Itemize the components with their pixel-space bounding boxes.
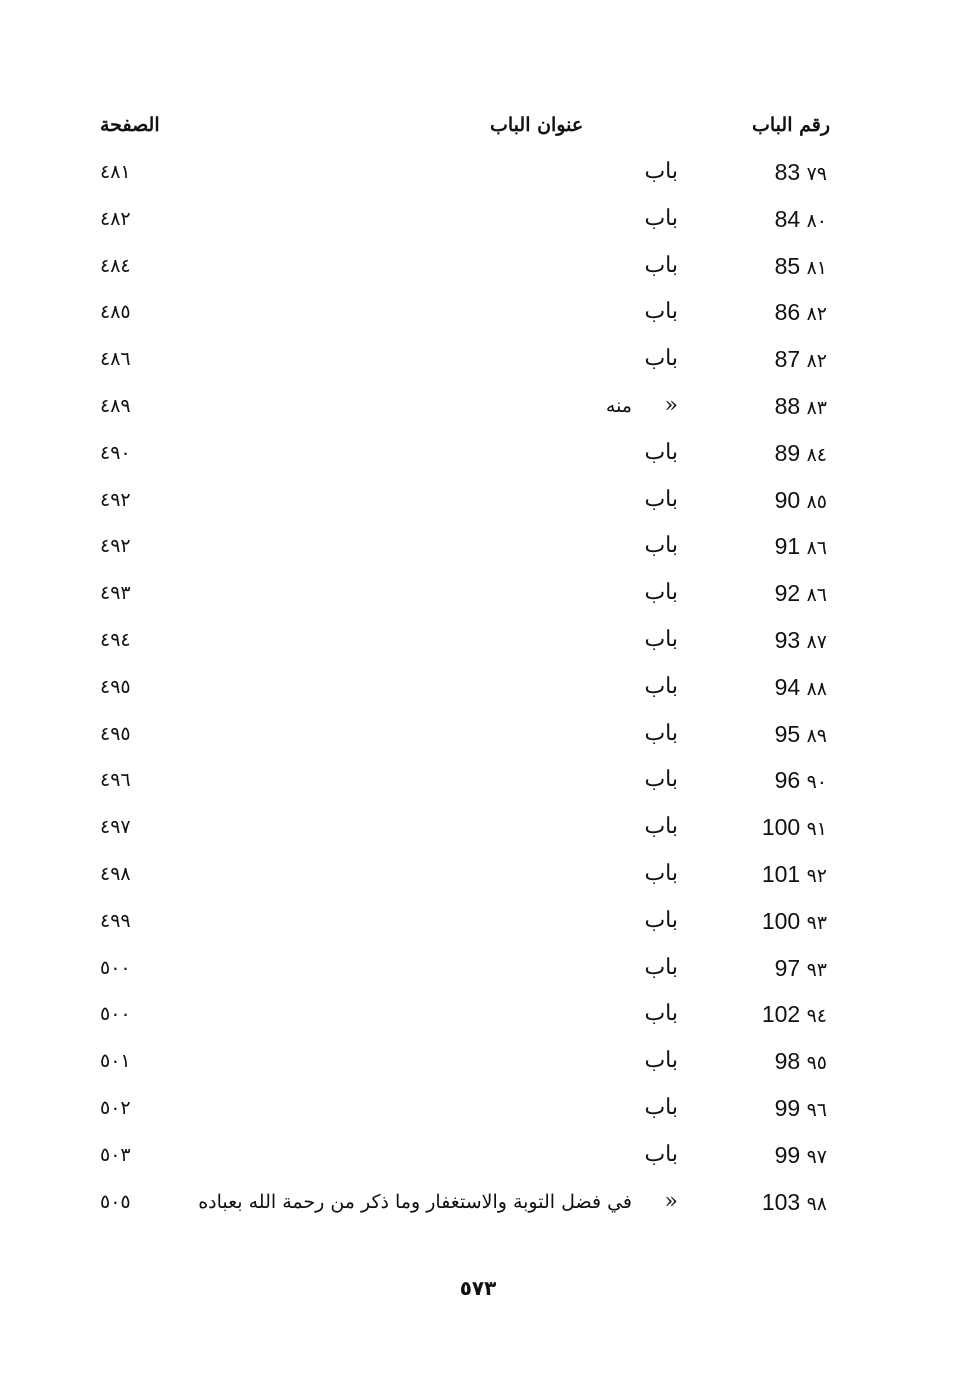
page-number: ٥٧٣: [459, 1276, 497, 1300]
chapter-label: باب: [644, 767, 678, 793]
chapter-label: باب: [644, 860, 678, 886]
chapter-label: باب: [644, 159, 678, 184]
chapter-number-latin: 85: [774, 252, 801, 279]
chapter-number-arabic: ٩٣: [806, 911, 827, 934]
chapter-number: [775, 721, 830, 748]
chapter-number: [775, 955, 830, 982]
chapter-number-latin: 86: [774, 299, 801, 326]
chapter-number-arabic: ٨٢: [806, 350, 827, 373]
chapter-number: [775, 533, 830, 560]
chapter-label: باب: [644, 1141, 678, 1167]
chapter-number-arabic: ٨٩: [806, 724, 827, 747]
chapter-number-arabic: ٩٢: [806, 864, 827, 887]
chapter-number: [775, 627, 830, 654]
chapter-number: [775, 1095, 830, 1122]
chapter-label: باب: [644, 1001, 678, 1027]
chapter-number-latin: 103: [761, 1188, 801, 1215]
chapter-number: [775, 1048, 830, 1075]
chapter-label: باب: [644, 1094, 678, 1120]
chapter-number-latin: 94: [774, 673, 801, 700]
page-ref: ٤٩٩: [100, 909, 131, 932]
chapter-number-arabic: ٩١: [806, 818, 827, 841]
table-row: [0, 572, 956, 619]
chapter-number-latin: 84: [774, 205, 801, 232]
table-row: [0, 1134, 956, 1181]
chapter-number-latin: 83: [774, 159, 801, 185]
chapter-label: باب: [644, 533, 678, 559]
chapter-label: باب: [644, 346, 678, 372]
chapter-label: باب: [644, 1048, 678, 1074]
table-row: [0, 759, 956, 806]
chapter-label: باب: [644, 299, 678, 325]
chapter-number: [775, 159, 830, 186]
chapter-number: [775, 767, 830, 794]
page-ref: ٤٩٢: [100, 488, 131, 511]
chapter-number: [775, 346, 830, 373]
chapter-number-arabic: ٨١: [806, 256, 827, 279]
chapter-number: [762, 1189, 830, 1216]
chapter-number-latin: 96: [774, 767, 801, 794]
table-row: [0, 245, 956, 292]
chapter-number: [775, 393, 830, 420]
table-row: [0, 525, 956, 572]
chapter-number-arabic: ٨٦: [806, 584, 827, 607]
page-ref: ٤٩٧: [100, 816, 131, 839]
page-ref: ٤٩٤: [100, 628, 131, 651]
chapter-number-arabic: ٨٦: [806, 537, 827, 560]
table-row: [0, 432, 956, 479]
chapter-number-latin: 89: [774, 439, 801, 466]
table-row: [0, 198, 956, 245]
chapter-label: باب: [644, 252, 678, 278]
chapter-number-arabic: ٩٦: [806, 1098, 827, 1121]
chapter-number-latin: 100: [761, 907, 801, 934]
page-ref: ٥٠٥: [100, 1190, 131, 1213]
chapter-label: باب: [644, 580, 678, 606]
index-table: [0, 151, 956, 1227]
page-ref: ٤٨٩: [100, 394, 131, 417]
chapter-label: «: [664, 392, 678, 418]
chapter-label: «: [664, 1188, 678, 1214]
chapter-number: [775, 674, 830, 701]
chapter-number-latin: 91: [774, 533, 801, 560]
chapter-number-arabic: ٩٧: [806, 1145, 827, 1168]
table-row: [0, 291, 956, 338]
page-ref: ٤٩٠: [100, 441, 131, 464]
page-ref: ٥٠٠: [100, 1003, 131, 1026]
page-ref: ٥٠١: [100, 1050, 131, 1073]
page-ref: ٤٩٥: [100, 675, 131, 698]
chapter-title: منه: [605, 394, 632, 417]
page-ref: ٥٠٠: [100, 956, 131, 979]
table-row: [0, 619, 956, 666]
chapter-label: باب: [644, 486, 678, 512]
chapter-number-latin: 98: [774, 1048, 801, 1075]
chapter-number-arabic: ٨٠: [806, 209, 827, 232]
page-ref: ٥٠٢: [100, 1096, 131, 1119]
chapter-number: [762, 814, 830, 841]
page-ref: ٥٠٣: [100, 1143, 131, 1166]
table-row: [0, 806, 956, 853]
chapter-number-latin: 92: [774, 580, 801, 607]
chapter-number-latin: 90: [774, 486, 801, 513]
chapter-number: [775, 1142, 830, 1169]
chapter-label: باب: [644, 814, 678, 840]
table-row: [0, 151, 956, 198]
chapter-number: [775, 206, 830, 233]
table-row: [0, 900, 956, 947]
chapter-number-latin: 102: [761, 1001, 801, 1028]
table-row: [0, 385, 956, 432]
table-row: [0, 1040, 956, 1087]
chapter-label: باب: [644, 673, 678, 699]
table-row: [0, 1087, 956, 1134]
chapter-number-arabic: ٨٢: [806, 303, 827, 326]
chapter-number: [762, 908, 830, 935]
table-row: [0, 666, 956, 713]
chapter-label: باب: [644, 439, 678, 465]
chapter-number: [775, 487, 830, 514]
chapter-number: [775, 580, 830, 607]
chapter-number-arabic: ٨٨: [806, 677, 827, 700]
chapter-number-arabic: ٨٥: [806, 490, 827, 513]
chapter-number: [775, 299, 830, 326]
page-ref: ٤٩٣: [100, 582, 131, 605]
chapter-number-latin: 93: [774, 626, 801, 653]
chapter-number-arabic: ٩٤: [806, 1005, 827, 1028]
chapter-number-latin: 99: [774, 1094, 801, 1121]
chapter-title: في فضل التوبة والاستغفار وما ذكر من رحمة الله بعباده: [198, 1190, 632, 1213]
page-ref: ٤٩٢: [100, 535, 131, 558]
chapter-label: باب: [644, 205, 678, 231]
chapter-number-latin: 88: [774, 392, 801, 419]
chapter-number-arabic: ٨٣: [806, 396, 827, 419]
chapter-number-arabic: ٨٧: [806, 630, 827, 653]
chapter-number-latin: 95: [774, 720, 801, 747]
chapter-label: باب: [644, 954, 678, 980]
chapter-number-arabic: ٨٤: [806, 443, 827, 466]
table-row: [0, 853, 956, 900]
table-row: [0, 947, 956, 994]
table-row: [0, 479, 956, 526]
table-row: [0, 338, 956, 385]
chapter-number-latin: 97: [774, 954, 801, 981]
chapter-number: [775, 253, 830, 280]
page-ref: ٤٨١: [100, 161, 131, 183]
chapter-number: [762, 861, 830, 888]
chapter-label: باب: [644, 626, 678, 652]
header-chapter-number: رقم الباب: [752, 114, 830, 136]
table-row: [0, 993, 956, 1040]
page-ref: ٤٨٤: [100, 254, 131, 277]
page-ref: ٤٩٥: [100, 722, 131, 745]
chapter-number-arabic: ٩٠: [806, 771, 827, 794]
chapter-number-arabic: ٩٣: [806, 958, 827, 981]
chapter-number-latin: 99: [774, 1141, 801, 1168]
chapter-label: باب: [644, 907, 678, 933]
chapter-number: [762, 1001, 830, 1028]
table-row: [0, 713, 956, 760]
page-ref: ٤٨٥: [100, 301, 131, 324]
page-ref: ٤٨٢: [100, 207, 131, 230]
chapter-number-arabic: ٧٩: [806, 163, 827, 185]
chapter-number-latin: 101: [761, 860, 801, 887]
chapter-number-arabic: ٩٨: [806, 1192, 827, 1215]
page-ref: ٤٩٦: [100, 769, 131, 792]
page-ref: ٤٩٨: [100, 862, 131, 885]
chapter-number: [775, 440, 830, 467]
chapter-number-latin: 100: [761, 814, 801, 841]
chapter-number-arabic: ٩٥: [806, 1052, 827, 1075]
table-row: [0, 1181, 956, 1228]
chapter-number-latin: 87: [774, 346, 801, 373]
header-chapter-title: عنوان الباب: [490, 114, 584, 136]
header-page: الصفحة: [100, 114, 160, 136]
chapter-label: باب: [644, 720, 678, 746]
page-ref: ٤٨٦: [100, 348, 131, 371]
